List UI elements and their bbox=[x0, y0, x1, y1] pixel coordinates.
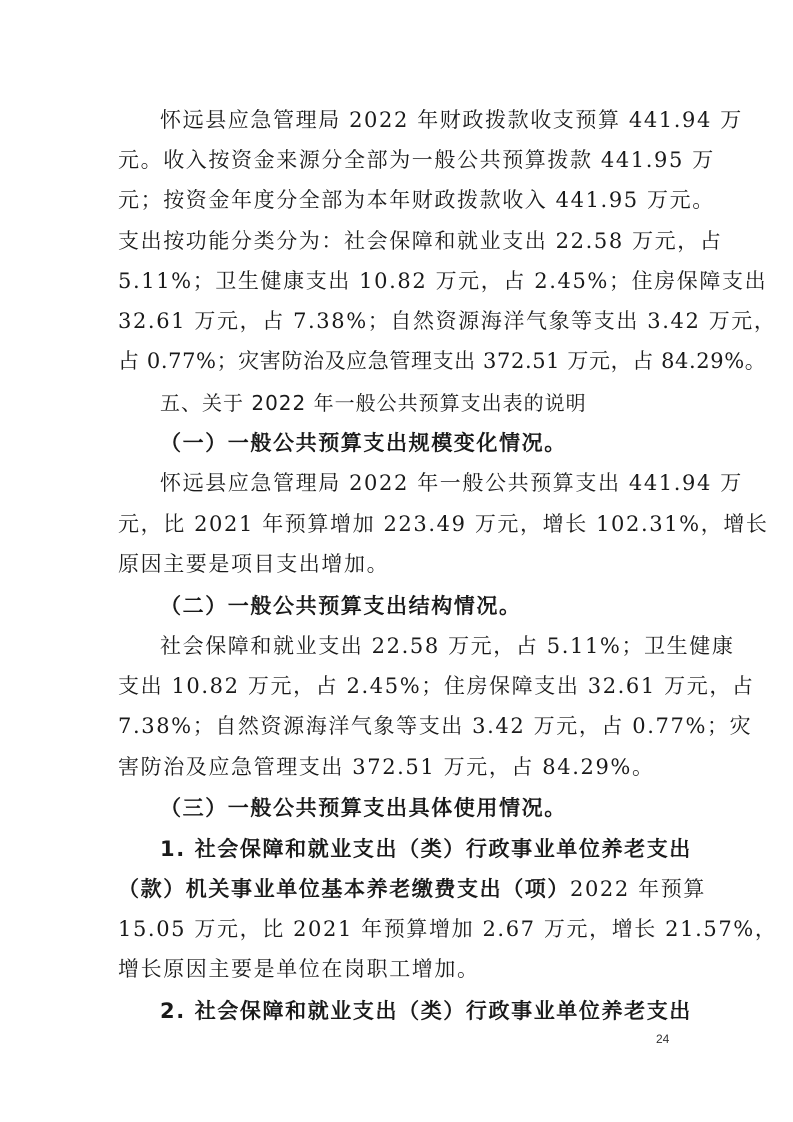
item-heading: 2. 社会保障和就业支出（类）行政事业单位养老支出 bbox=[160, 999, 692, 1023]
paragraph-line: 怀远县应急管理局 2022 年一般公共预算支出 441.94 万 bbox=[160, 471, 743, 495]
paragraph-line: 原因主要是项目支出增加。 bbox=[118, 552, 390, 576]
section-heading: 五、关于 2022 年一般公共预算支出表的说明 bbox=[160, 391, 587, 415]
paragraph-line: 5.11%；卫生健康支出 10.82 万元，占 2.45%；住房保障支出 bbox=[118, 269, 768, 293]
subsection-heading: （一）一般公共预算支出规模变化情况。 bbox=[160, 431, 567, 455]
item-heading-line bbox=[118, 874, 706, 904]
paragraph-line: 怀远县应急管理局 2022 年财政拨款收支预算 441.94 万 bbox=[160, 108, 743, 132]
subsection-heading: （三）一般公共预算支出具体使用情况。 bbox=[160, 796, 567, 820]
paragraph-line: 害防治及应急管理支出 372.51 万元，占 84.29%。 bbox=[118, 755, 655, 779]
paragraph-line: 15.05 万元，比 2021 年预算增加 2.67 万元，增长 21.57%， bbox=[118, 917, 778, 941]
page-number: 24 bbox=[656, 1032, 670, 1046]
item-text-part: 2022 年预算 bbox=[570, 877, 706, 901]
paragraph-line: 元。收入按资金来源分全部为一般公共预算拨款 441.95 万 bbox=[118, 148, 715, 172]
paragraph-line: 32.61 万元，占 7.38%；自然资源海洋气象等支出 3.42 万元， bbox=[118, 309, 777, 333]
item-heading: 1. 社会保障和就业支出（类）行政事业单位养老支出 bbox=[160, 837, 692, 861]
paragraph-line: 7.38%；自然资源海洋气象等支出 3.42 万元，占 0.77%；灾 bbox=[118, 714, 753, 738]
paragraph-line: 元；按资金年度分全部为本年财政拨款收入 441.95 万元。 bbox=[118, 188, 715, 212]
paragraph-line: 社会保障和就业支出 22.58 万元，占 5.11%；卫生健康 bbox=[160, 634, 735, 658]
paragraph-line: 增长原因主要是单位在岗职工增加。 bbox=[118, 957, 480, 981]
paragraph-line: 支出 10.82 万元，占 2.45%；住房保障支出 32.61 万元，占 bbox=[118, 674, 755, 698]
item-heading-part: （款）机关事业单位基本养老缴费支出（项） bbox=[118, 877, 570, 901]
subsection-heading: （二）一般公共预算支出结构情况。 bbox=[160, 594, 522, 618]
paragraph-line: 元，比 2021 年预算增加 223.49 万元，增长 102.31%，增长 bbox=[118, 512, 769, 536]
paragraph-line: 支出按功能分类分为：社会保障和就业支出 22.58 万元，占 bbox=[118, 229, 723, 253]
paragraph-line: 占 0.77%；灾害防治及应急管理支出 372.51 万元，占 84.29%。 bbox=[118, 349, 767, 373]
